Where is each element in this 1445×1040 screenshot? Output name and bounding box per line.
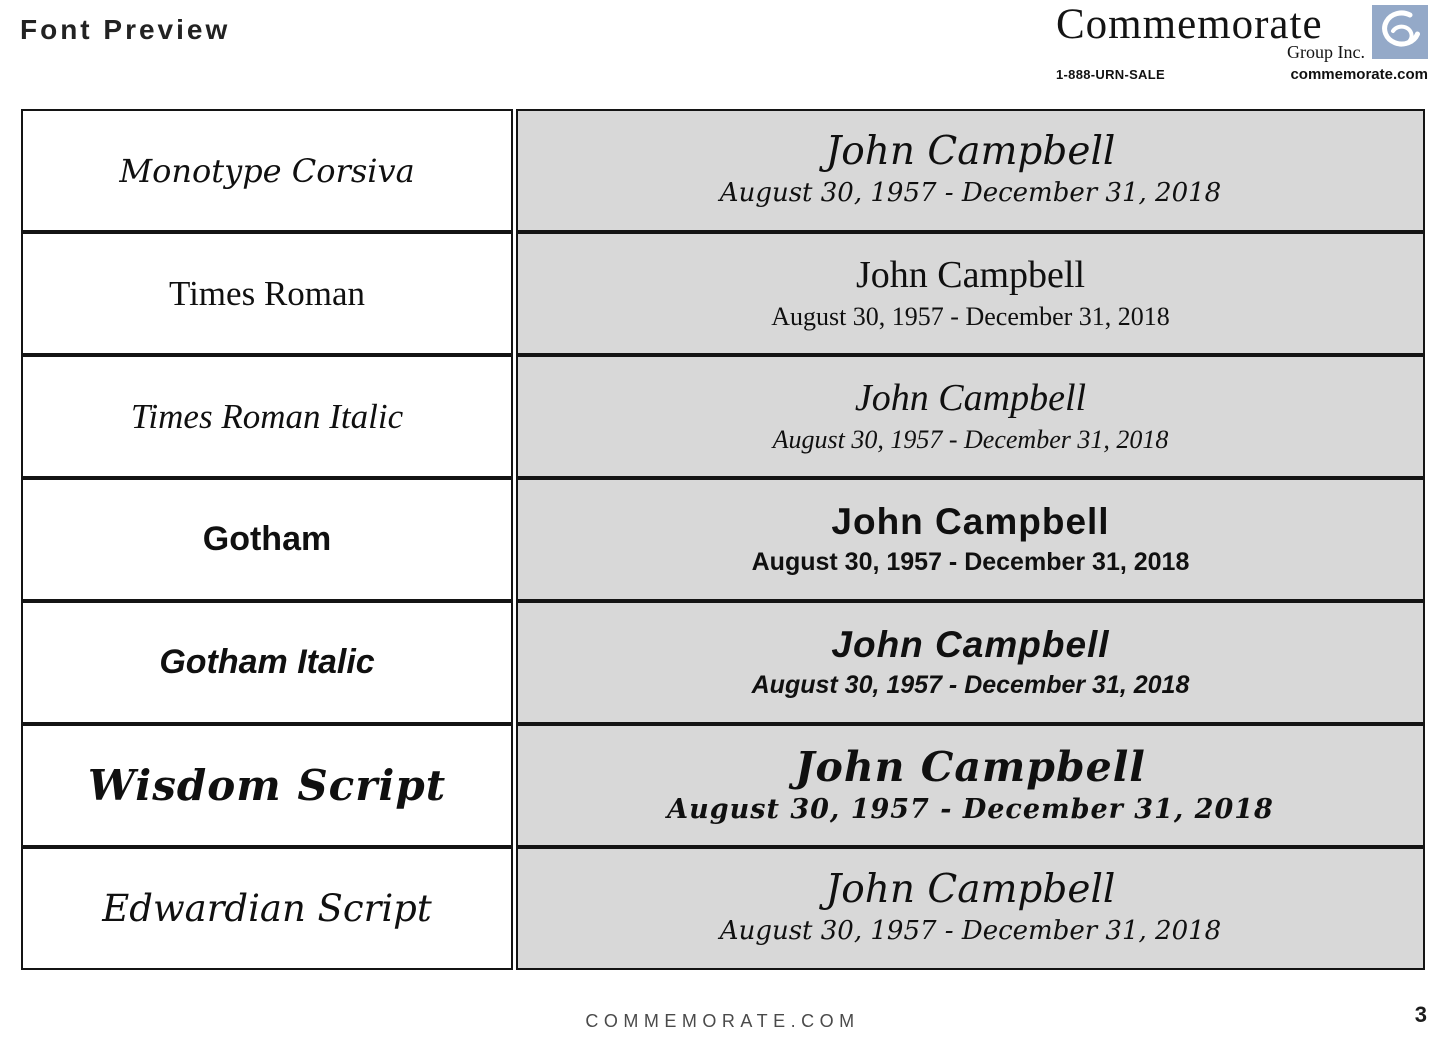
brand-name: Commemorate [1056,1,1323,48]
font-row-wisdom-script [21,724,1425,847]
font-name-cell [21,109,513,232]
font-name-label: Gotham Italic [159,643,375,681]
font-name-cell [21,232,513,355]
sample-name: John Campbell [825,129,1116,175]
sample-name: John Campbell [825,867,1116,913]
sample-name: John Campbell [855,254,1086,296]
font-sample-cell [516,601,1425,724]
font-sample-cell [516,355,1425,478]
font-name-label: Times Roman Italic [130,396,404,436]
brand-logo-row [1056,1,1428,63]
font-name-cell [21,355,513,478]
font-name-label: Monotype Corsiva [119,151,415,190]
sample-dates: August 30, 1957 - December 31, 2018 [667,793,1274,825]
sample-name: John Campbell [795,742,1146,791]
brand-text-column [1056,1,1368,63]
brand-subtitle: Group Inc. [1287,41,1365,62]
font-name-cell [21,601,513,724]
font-preview-table [18,109,1428,970]
font-name-label: Edwardian Script [102,887,432,930]
font-row-edwardian-script [21,847,1425,970]
font-name-label: Gotham [202,520,332,558]
font-sample-cell [516,724,1425,847]
sample-name: John Campbell [854,377,1087,419]
font-name-label: Wisdom Script [87,761,447,810]
brand-phone: 1-888-URN-SALE [1056,66,1165,82]
font-name-cell [21,847,513,970]
swirl-icon [1372,5,1428,59]
font-row-gotham [21,478,1425,601]
sample-name: John Campbell [831,624,1110,666]
page-title: Font Preview [20,14,231,45]
sample-dates: August 30, 1957 - December 31, 2018 [751,670,1190,699]
font-name-cell [21,724,513,847]
brand-website: commemorate.com [1290,65,1428,83]
font-name-label: Times Roman [168,273,366,313]
font-name-cell [21,478,513,601]
font-row-monotype-corsiva [21,109,1425,232]
sample-name: John Campbell [831,501,1110,543]
font-sample-cell [516,232,1425,355]
font-sample-cell [516,847,1425,970]
font-row-times-roman-italic [21,355,1425,478]
sample-dates: August 30, 1957 - December 31, 2018 [771,301,1170,331]
font-row-times-roman [21,232,1425,355]
font-sample-cell [516,478,1425,601]
page-number: 3 [1414,1002,1427,1027]
sample-dates: August 30, 1957 - December 31, 2018 [719,916,1222,947]
font-sample-cell [516,109,1425,232]
sample-dates: August 30, 1957 - December 31, 2018 [751,547,1190,576]
brand-contact-row [1056,66,1428,83]
brand-block [1056,1,1428,83]
font-row-gotham-italic [21,601,1425,724]
sample-dates: August 30, 1957 - December 31, 2018 [719,178,1222,209]
sample-dates: August 30, 1957 - December 31, 2018 [772,424,1169,454]
footer-website: COMMEMORATE.COM [585,1011,860,1031]
